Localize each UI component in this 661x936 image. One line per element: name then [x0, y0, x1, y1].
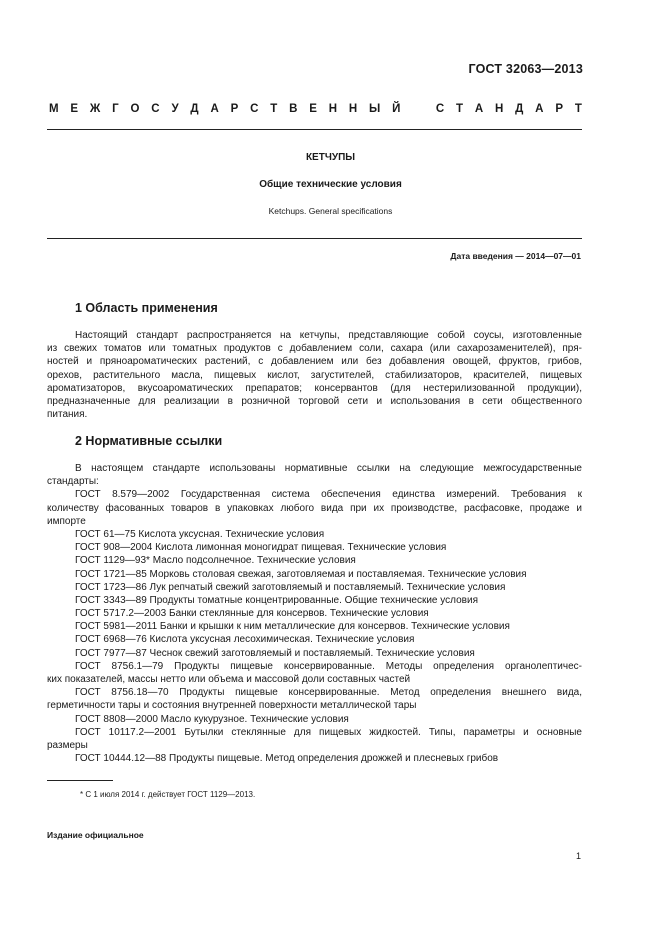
- interstate-letter: А: [474, 103, 484, 115]
- interstate-letter: О: [130, 103, 140, 115]
- page-number: 1: [575, 851, 581, 861]
- interstate-letter: Т: [270, 103, 278, 115]
- text-line: ГОСТ 6968—76 Кислота уксусная лесохимическая. Технические условия: [75, 634, 415, 646]
- text-line: ГОСТ 61—75 Кислота уксусная. Технические условия: [75, 528, 325, 540]
- interstate-letter: А: [210, 103, 219, 115]
- interstate-letter: Т: [574, 103, 582, 115]
- interstate-letter: Н: [328, 103, 338, 115]
- interstate-letter: Ж: [89, 103, 101, 115]
- interstate-letter: Д: [515, 103, 524, 115]
- text-line: импорте: [47, 515, 86, 527]
- text-line: стандарты:: [47, 476, 99, 488]
- top-divider: [47, 129, 582, 130]
- footnote-divider: [47, 780, 113, 781]
- interstate-letter: Й: [392, 103, 401, 115]
- interstate-letter: С: [151, 103, 160, 115]
- interstate-letter: М: [49, 103, 59, 115]
- interstate-letter: Н: [348, 103, 358, 115]
- interstate-standard-heading: [49, 103, 582, 115]
- title-divider: [47, 238, 582, 239]
- interstate-letter: Н: [495, 103, 504, 115]
- interstate-letter: С: [250, 103, 259, 115]
- interstate-letter: С: [435, 103, 445, 115]
- interstate-letter: У: [171, 103, 179, 115]
- section-2-text: [47, 462, 582, 765]
- intro-date: Дата введения — 2014—07—01: [450, 251, 581, 261]
- section-1-heading: 1 Область применения: [75, 301, 218, 315]
- text-line: ГОСТ 8756.18—70 Продукты пищевые консервированные. Метод определения внешнего вида,: [75, 687, 582, 699]
- text-line: ГОСТ 10444.12—88 Продукты пищевые. Метод определения дрожжей и плесневых грибов: [75, 753, 499, 765]
- text-line: ГОСТ 7977—87 Чеснок свежий заготовляемый и поставляемый. Технические условия: [75, 647, 475, 659]
- interstate-letter: Е: [70, 103, 79, 115]
- text-line: предназначенные для реализации в розничной торговой сети и использования в сети общественного: [47, 395, 582, 407]
- text-line: В настоящем стандарте использованы нормативные ссылки на следующие межгосударственные: [75, 463, 582, 474]
- official-edition-label: Издание официальное: [47, 830, 144, 840]
- text-line: размеры: [47, 739, 88, 751]
- text-line: ГОСТ 1723—86 Лук репчатый свежий заготовляемый и поставляемый. Технические условия: [75, 581, 506, 593]
- interstate-letter: Р: [555, 103, 563, 115]
- section-1-text: [47, 329, 582, 421]
- text-line: ГОСТ 1129—93* Масло подсолнечное. Технические условия: [75, 555, 356, 567]
- interstate-letter: Р: [230, 103, 239, 115]
- gost-number: ГОСТ 32063—2013: [468, 62, 583, 76]
- text-line: ГОСТ 1721—85 Морковь столовая свежая, заготовляемая и поставляемая. Технические условия: [75, 568, 527, 580]
- text-line: ГОСТ 8808—2000 Масло кукурузное. Технические условия: [75, 713, 349, 725]
- interstate-letter: А: [535, 103, 544, 115]
- text-line: ГОСТ 908—2004 Кислота лимонная моногидрат пищевая. Технические условия: [75, 542, 447, 554]
- document-title: КЕТЧУПЫ: [305, 152, 356, 163]
- section-2-heading: 2 Нормативные ссылки: [75, 434, 223, 448]
- text-line: ГОСТ 8756.1—79 Продукты пищевые консервированные. Методы определения органолептичес-: [75, 660, 582, 672]
- interstate-letter: Т: [456, 103, 464, 115]
- text-line: Настоящий стандарт распространяется на кетчупы, представляющие собой соусы, изготовленные: [75, 330, 582, 341]
- interstate-letter: Е: [309, 103, 317, 115]
- english-title: Ketchups. General specifications: [268, 206, 393, 216]
- text-line: ГОСТ 3343—89 Продукты томатные концентрированные. Общие технические условия: [75, 594, 478, 606]
- text-line: количеству фасованных товаров в упаковках любого вида при их производстве, расфасовке, продаже и: [47, 502, 582, 514]
- interstate-letter: В: [289, 103, 298, 115]
- text-line: ких показателей, массы нетто или объема и массовой доли составных частей: [47, 674, 411, 685]
- text-line: ностей и пряноароматических растений, с добавлением или без добавления овощей, фруктов, грибов,: [47, 356, 582, 368]
- text-line: ГОСТ 5981—2011 Банки и крышки к ним металлические для консервов. Технические условия: [75, 621, 510, 633]
- text-line: орехов, растительного масла, пищевых кислот, загустителей, стабилизаторов, красителей, пищевых: [47, 369, 582, 381]
- text-line: герметичности тары и состояния внутренней поверхности металлической тары: [47, 700, 417, 712]
- interstate-letter: Г: [112, 103, 119, 115]
- interstate-letter: Ы: [369, 103, 381, 115]
- footnote: * С 1 июля 2014 г. действует ГОСТ 1129—2013.: [80, 790, 256, 799]
- text-line: ГОСТ 8.579—2002 Государственная система обеспечения единства измерений. Требования к: [75, 489, 582, 501]
- document-subtitle: Общие технические условия: [259, 179, 402, 190]
- text-line: из свежих томатов или томатных продуктов с добавлением соли, сахара (или сахарозаменителей), пря-: [47, 343, 582, 355]
- text-line: ГОСТ 5717.2—2003 Банки стеклянные для консервов. Технические условия: [75, 608, 429, 620]
- text-line: ГОСТ 10117.2—2001 Бутылки стеклянные для пищевых жидкостей. Типы, параметры и основные: [75, 726, 582, 738]
- interstate-letter: Д: [190, 103, 199, 115]
- text-line: питания.: [47, 409, 88, 421]
- text-line: ароматизаторов, вкусоароматических препаратов; консервантов (для нестерилизованной продукции),: [47, 382, 582, 394]
